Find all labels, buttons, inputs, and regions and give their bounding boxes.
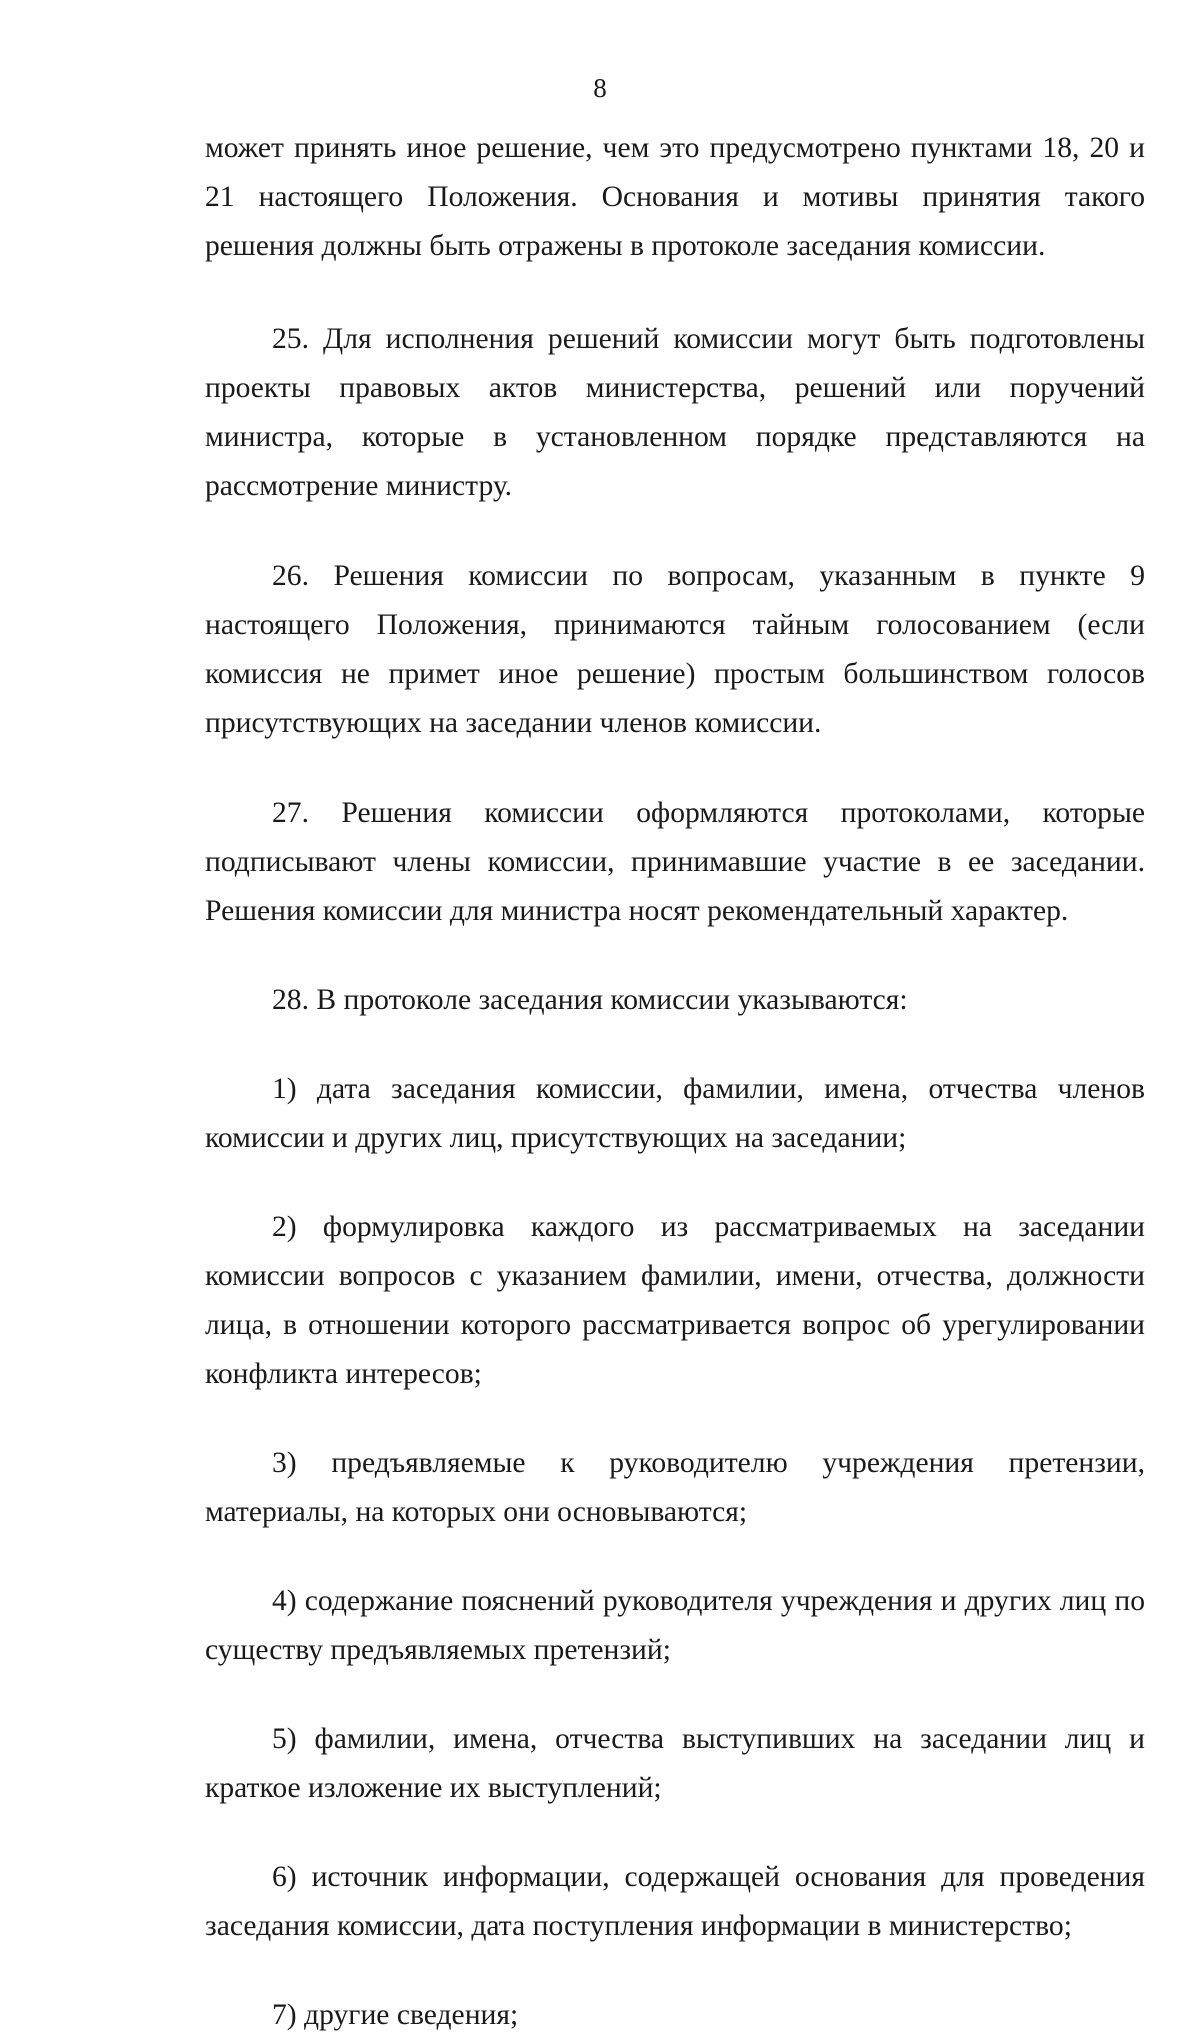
paragraph-25: 25. Для исполнения решений комиссии могут быть подготовлены проекты правовых актов министерства, решений или поручений министра, которые в установленном порядке представляются на рассмотрение министру.	[205, 323, 1145, 502]
list-item-1: 1) дата заседания комиссии, фамилии, имена, отчества членов комиссии и других лиц, присутствующих на заседании;	[205, 1073, 1145, 1154]
list-item-6: 6) источник информации, содержащей основания для проведения заседания комиссии, дата поступления информации в министерство;	[205, 1861, 1145, 1942]
paragraph-27: 27. Решения комиссии оформляются протоколами, которые подписывают члены комиссии, принимавшие участие в ее заседании. Решения комиссии для министра носят рекомендательный характер.	[205, 797, 1145, 927]
list-item-2: 2) формулировка каждого из рассматриваемых на заседании комиссии вопросов с указанием фамилии, имени, отчества, должности лица, в отношении которого рассматривается вопрос об урегулировании конфликта интересов;	[205, 1211, 1145, 1390]
paragraph-26: 26. Решения комиссии по вопросам, указанным в пункте 9 настоящего Положения, принимаются тайным голосованием (если комиссия не примет иное решение) простым большинством голосов присутствующих на заседании членов комиссии.	[205, 560, 1145, 739]
list-item-3: 3) предъявляемые к руководителю учреждения претензии, материалы, на которых они основываются;	[205, 1447, 1145, 1528]
list-item-5: 5) фамилии, имена, отчества выступивших на заседании лиц и краткое изложение их выступлений;	[205, 1723, 1145, 1804]
list-item-4: 4) содержание пояснений руководителя учреждения и других лиц по существу предъявляемых претензий;	[205, 1585, 1145, 1666]
paragraph-continuation: может принять иное решение, чем это предусмотрено пунктами 18, 20 и 21 настоящего Положения. Основания и мотивы принятия такого решения должны быть отражены в протоколе заседания комиссии.	[205, 132, 1145, 262]
page-number: 8	[593, 73, 607, 103]
paragraph-28: 28. В протоколе заседания комиссии указываются:	[272, 984, 908, 1016]
document-body	[205, 124, 1145, 2040]
list-item-7: 7) другие сведения;	[272, 1999, 519, 2031]
